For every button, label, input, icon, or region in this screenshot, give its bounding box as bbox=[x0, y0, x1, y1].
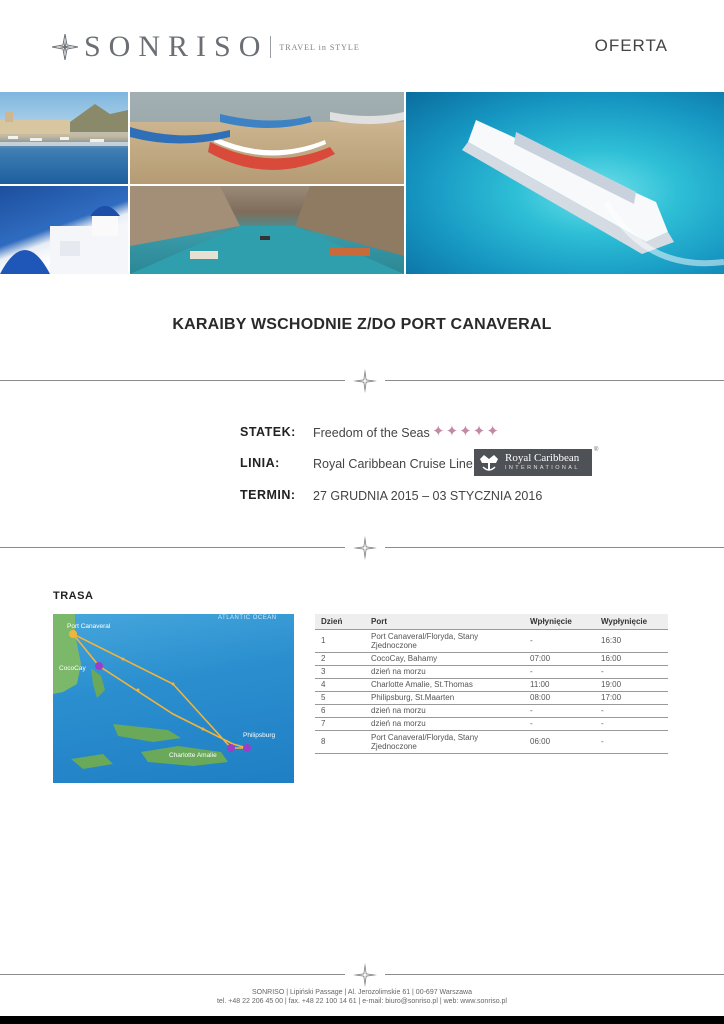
footer-contact: tel. +48 22 206 45 00 | fax. +48 22 100 14 61 | e-mail: biuro@sonriso.pl | web: www.sonriso.pl bbox=[216, 998, 507, 1005]
port-cell: Philipsburg, St.Maarten bbox=[365, 692, 524, 705]
table-row bbox=[315, 705, 668, 718]
table-row bbox=[315, 630, 668, 653]
ship-rating bbox=[432, 424, 499, 440]
brand-logo bbox=[52, 30, 360, 64]
star-icon: ✦ bbox=[459, 423, 472, 440]
day-cell: 1 bbox=[315, 630, 365, 653]
itinerary-table bbox=[315, 614, 668, 754]
column-header: Port bbox=[365, 614, 524, 630]
departure-cell: 16:30 bbox=[595, 630, 668, 653]
arrival-cell: 06:00 bbox=[524, 731, 595, 754]
cruise-line-name: Royal Caribbean Cruise Line bbox=[313, 457, 473, 471]
arrival-cell: - bbox=[524, 705, 595, 718]
route-map bbox=[53, 614, 294, 783]
harbor-photo bbox=[0, 92, 128, 184]
day-cell: 8 bbox=[315, 731, 365, 754]
footer-address: SONRISO | Lipiński Passage | Al. Jerozolimskie 61 | 00-697 Warszawa bbox=[252, 989, 472, 996]
day-cell: 6 bbox=[315, 705, 365, 718]
departure-cell: - bbox=[595, 666, 668, 679]
port-cell: Charlotte Amalie, St.Thomas bbox=[365, 679, 524, 692]
footer-divider bbox=[0, 963, 724, 987]
day-cell: 5 bbox=[315, 692, 365, 705]
star-icon: ✦ bbox=[432, 423, 445, 440]
compass-star-icon bbox=[52, 34, 78, 60]
table-header-row bbox=[315, 614, 668, 630]
port-cell: CocoCay, Bahamy bbox=[365, 653, 524, 666]
logo-name: Royal Caribbean bbox=[505, 452, 580, 465]
departure-cell: 16:00 bbox=[595, 653, 668, 666]
port-cell: dzień na morzu bbox=[365, 718, 524, 731]
registered-mark: ® bbox=[594, 447, 599, 453]
table-row bbox=[315, 666, 668, 679]
venice-canal-photo bbox=[130, 186, 404, 274]
star-icon: ✦ bbox=[486, 423, 499, 440]
port-cell: dzień na morzu bbox=[365, 705, 524, 718]
section-divider bbox=[0, 536, 724, 560]
section-divider bbox=[0, 369, 724, 393]
departure-cell: - bbox=[595, 718, 668, 731]
ship-name: Freedom of the Seas bbox=[313, 426, 430, 440]
table-row bbox=[315, 653, 668, 666]
santorini-photo bbox=[0, 186, 128, 274]
table-row bbox=[315, 692, 668, 705]
compass-rose-icon bbox=[353, 536, 377, 560]
crown-anchor-icon bbox=[478, 453, 500, 473]
map-label-cococay: CocoCay bbox=[59, 665, 86, 672]
map-label-charlotte-amalie: Charlotte Amalie bbox=[169, 752, 217, 759]
day-cell: 2 bbox=[315, 653, 365, 666]
departure-cell: 17:00 bbox=[595, 692, 668, 705]
cruise-ship-photo bbox=[406, 92, 724, 274]
port-cell: Port Canaveral/Floryda, Stany Zjednoczone bbox=[365, 630, 524, 653]
day-cell: 3 bbox=[315, 666, 365, 679]
day-cell: 7 bbox=[315, 718, 365, 731]
compass-rose-icon bbox=[353, 963, 377, 987]
route-heading: TRASA bbox=[53, 590, 94, 602]
departure-cell: - bbox=[595, 731, 668, 754]
document-type: OFERTA bbox=[594, 36, 668, 55]
arrival-cell: - bbox=[524, 718, 595, 731]
column-header: Wpłynięcie bbox=[524, 614, 595, 630]
map-label-port-canaveral: Port Canaveral bbox=[67, 623, 111, 630]
arrival-cell: 11:00 bbox=[524, 679, 595, 692]
arrival-cell: 08:00 bbox=[524, 692, 595, 705]
bottom-bar bbox=[0, 1016, 724, 1024]
royal-caribbean-logo bbox=[474, 449, 592, 476]
cruise-dates: 27 GRUDNIA 2015 – 03 STYCZNIA 2016 bbox=[313, 489, 543, 503]
star-icon: ✦ bbox=[472, 423, 486, 440]
ship-label: STATEK: bbox=[240, 425, 296, 439]
column-header: Wypłynięcie bbox=[595, 614, 668, 630]
departure-cell: - bbox=[595, 705, 668, 718]
brand-name: SONRISO bbox=[84, 30, 269, 63]
logo-subtitle: INTERNATIONAL bbox=[505, 465, 580, 472]
term-label: TERMIN: bbox=[240, 488, 296, 502]
table-row bbox=[315, 718, 668, 731]
table-row bbox=[315, 679, 668, 692]
arrival-cell: - bbox=[524, 666, 595, 679]
cruise-title: KARAIBY WSCHODNIE Z/DO PORT CANAVERAL bbox=[172, 316, 552, 333]
column-header: Dzień bbox=[315, 614, 365, 630]
logo-separator bbox=[270, 36, 271, 58]
brand-tagline: TRAVEL in STYLE bbox=[279, 42, 360, 52]
map-label-philipsburg: Philipsburg bbox=[243, 732, 276, 739]
day-cell: 4 bbox=[315, 679, 365, 692]
star-icon: ✦ bbox=[445, 423, 459, 440]
port-cell: Port Canaveral/Floryda, Stany Zjednoczone bbox=[365, 731, 524, 754]
arrival-cell: - bbox=[524, 630, 595, 653]
table-row bbox=[315, 731, 668, 754]
port-cell: dzień na morzu bbox=[365, 666, 524, 679]
map-ocean-label: ATLANTIC OCEAN bbox=[218, 615, 277, 621]
arrival-cell: 07:00 bbox=[524, 653, 595, 666]
line-label: LINIA: bbox=[240, 456, 280, 470]
fishing-boats-photo bbox=[130, 92, 404, 184]
departure-cell: 19:00 bbox=[595, 679, 668, 692]
compass-rose-icon bbox=[353, 369, 377, 393]
